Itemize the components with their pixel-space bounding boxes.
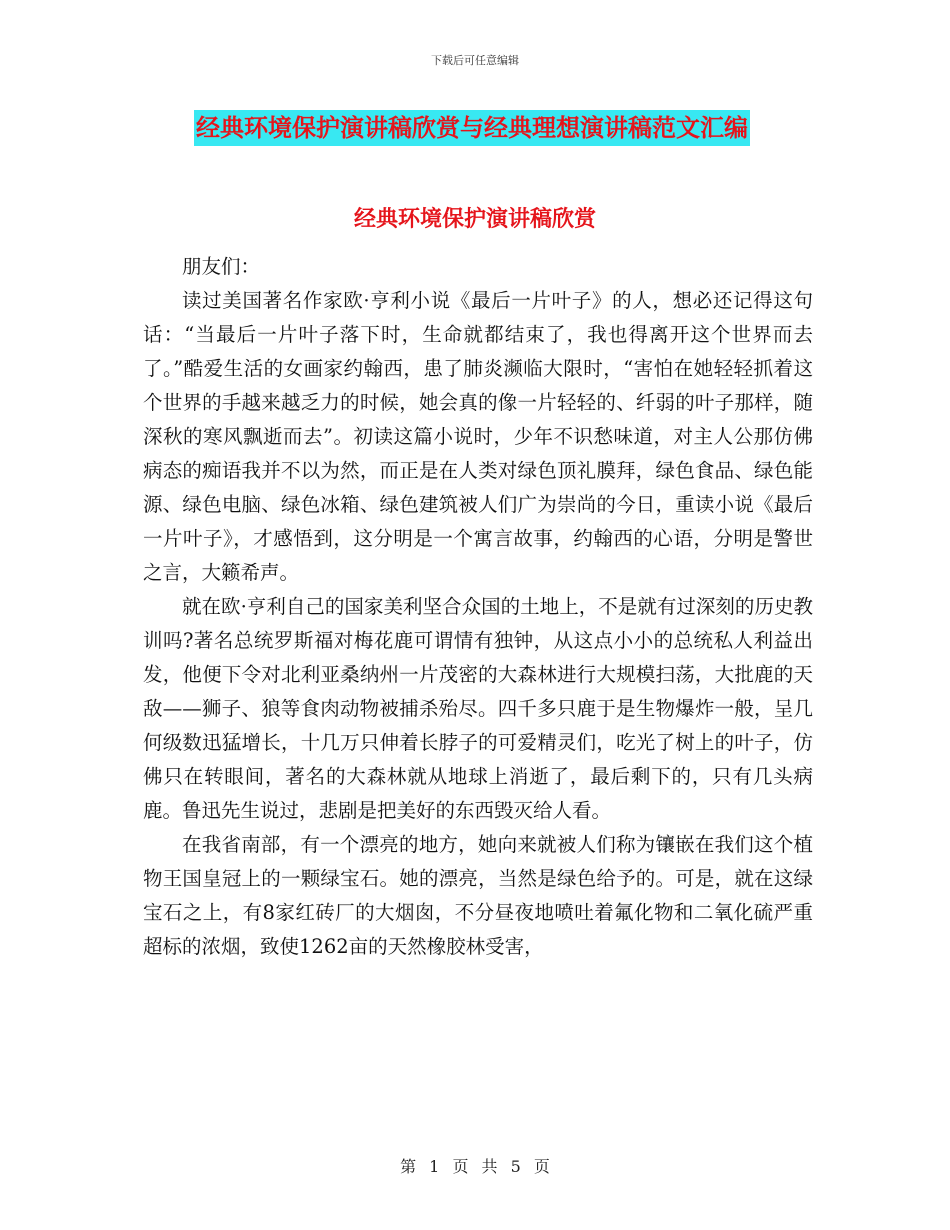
document-title: 经典环境保护演讲稿欣赏与经典理想演讲稿范文汇编 bbox=[194, 110, 750, 146]
greeting-paragraph: 朋友们： bbox=[182, 255, 261, 278]
document-body bbox=[143, 250, 813, 964]
page-header-note: 下载后可任意编辑 bbox=[431, 54, 519, 67]
section-title: 经典环境保护演讲稿欣赏 bbox=[353, 207, 596, 232]
body-paragraph: 读过美国著名作家欧·亨利小说《最后一片叶子》的人，想必还记得这句话：“当最后一片叶子落下时，生命就都结束了，我也得离开这个世界而去了。”酷爱生活的女画家约翰西，患了肺炎濒临大限时，“害怕在她轻轻抓着这个世界的手越来越乏力的时候，她会真的像一片轻轻的、纤弱的叶子那样，随深秋的寒风飘逝而去”。初读这篇小说时，少年不识愁味道，对主人公那仿佛病态的痴语我并不以为然，而正是在人类对绿色顶礼膜拜，绿色食品、绿色能源、绿色电脑、绿色冰箱、绿色建筑被人们广为崇尚的今日，重读小说《最后一片叶子》，才感悟到，这分明是一个寓言故事，约翰西的心语，分明是警世之言，大籁希声。 bbox=[143, 289, 813, 584]
body-paragraph: 在我省南部，有一个漂亮的地方，她向来就被人们称为镶嵌在我们这个植物王国皇冠上的一颗绿宝石。她的漂亮，当然是绿色给予的。可是，就在这绿宝石之上，有8家红砖厂的大烟囱，不分昼夜地喷吐着氟化物和二氧化硫严重超标的浓烟，致使1262亩的天然橡胶林受害， bbox=[143, 833, 813, 958]
body-paragraph: 就在欧·亨利自己的国家美利坚合众国的土地上，不是就有过深刻的历史教训吗?著名总统罗斯福对梅花鹿可谓情有独钟，从这点小小的总统私人利益出发，他便下令对北利亚桑纳州一片茂密的大森林进行大规模扫荡，大批鹿的天敌——狮子、狼等食肉动物被捕杀殆尽。四千多只鹿于是生物爆炸一般，呈几何级数迅猛增长，十几万只伸着长脖子的可爱精灵们，吃光了树上的叶子，仿佛只在转眼间，著名的大森林就从地球上消逝了，最后剩下的，只有几头病鹿。鲁迅先生说过，悲剧是把美好的东西毁灭给人看。 bbox=[143, 595, 813, 822]
page-number-footer: 第 1 页 共 5 页 bbox=[400, 1157, 550, 1176]
